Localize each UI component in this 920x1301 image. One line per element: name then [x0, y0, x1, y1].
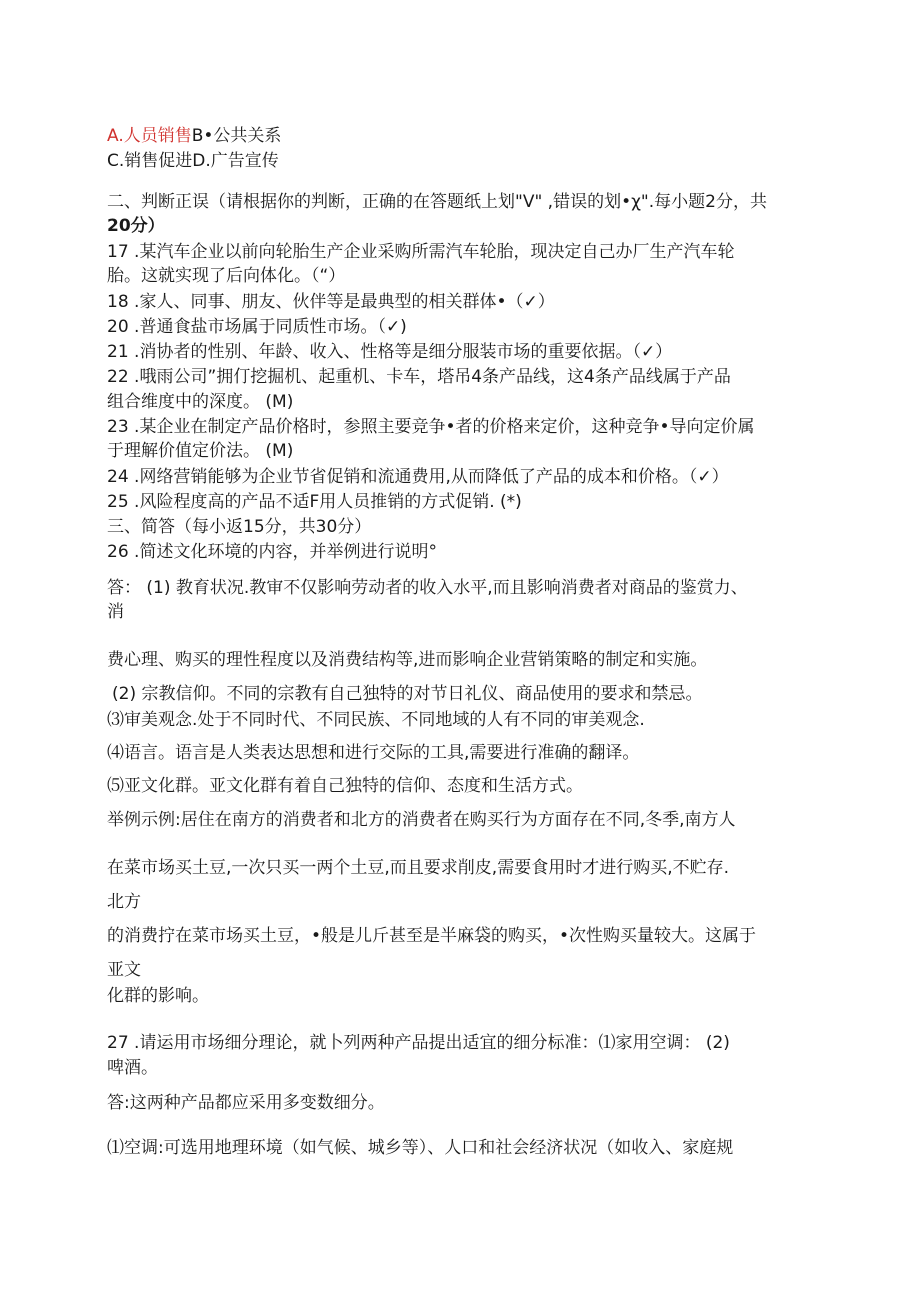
question-26: 26 .简述文化环境的内容，并举例进行说明°: [107, 542, 437, 562]
question-25: 25 .风险程度高的产品不适F用人员推销的方式促销. (*): [107, 492, 522, 512]
answer-27-line-2: ⑴空调:可选用地理环境（如气候、城乡等）、人口和社会经济状况（如收入、家庭规: [107, 1138, 734, 1158]
example-line-4: 化群的影响。: [107, 986, 209, 1006]
answer-26-line-1: 答： (1) 教育状况.教审不仅影响劳动者的收入水平,而且影响消费者对商品的鉴赏力、: [107, 578, 748, 598]
answer-26-aesthetics: ⑶审美观念.处于不同时代、不同民族、不同地域的人有不同的审美观念.: [107, 710, 645, 730]
question-21: 21 .消协者的性别、年龄、收入、性格等是细分服装市场的重要依据。（✓）: [107, 342, 673, 362]
example-line-2-cont: 北方: [107, 892, 141, 912]
question-23: 23 .某企业在制定产品价格时，参照主要竞争•者的价格来定价，这种竞争•导向定价属: [107, 417, 755, 437]
question-23-cont: 于理解价值定价法。 (M): [107, 441, 294, 461]
option-b: B•公共关系: [191, 126, 282, 146]
option-a: A.人员销售: [107, 126, 192, 146]
example-line-3: 的消费拧在菜市场买土豆，•般是儿斤甚至是半麻袋的购买，•次性购买量较大。这属于: [107, 926, 757, 946]
example-line-3-cont: 亚文: [107, 960, 141, 980]
question-27-cont: 啤酒。: [107, 1058, 158, 1078]
example-line-2: 在菜市场买土豆,一次只买一两个土豆,而且要求削皮,需要食用时才进行购买,不贮存.: [107, 858, 730, 878]
question-18: 18 .家人、同事、朋友、伙伴等是最典型的相关群体•（✓）: [107, 292, 555, 312]
question-20: 20 .普通食盐市场属于同质性市场。（✓): [107, 317, 407, 337]
section-2-heading: 二、判断正误（请根据你的判断，正确的在答题纸上划"V" ,错误的划•χ".每小题2分，共: [107, 192, 767, 212]
answer-26-religion: (2) 宗教信仰。不同的宗教有自己独特的对节日礼仪、商品使用的要求和禁忌。: [112, 684, 703, 704]
answer-27-line-1: 答:这两种产品都应采用多变数细分。: [107, 1093, 385, 1113]
question-17: 17 .某汽车企业以前向轮胎生产企业采购所需汽车轮胎，现决定自己办厂生产汽车轮: [107, 242, 735, 262]
question-22: 22 .哦雨公司”拥仃挖掘机、起重机、卡车，塔吊4条产品线，这4条产品线属于产品: [107, 367, 731, 387]
answer-26-line-1-cont: 消: [107, 602, 124, 622]
question-22-cont: 组合维度中的深度。 (M): [107, 392, 294, 412]
answer-26-language: ⑷语言。语言是人类表达思想和进行交际的工具,需要进行准确的翻译。: [107, 743, 640, 763]
option-line-ab: [107, 126, 281, 146]
section-2-heading-cont: 20分）: [107, 216, 165, 236]
option-line-cd: C.销售促进D.广告宣传: [107, 151, 279, 171]
example-line-1: 举例示例:居住在南方的消费者和北方的消费者在购买行为方面存在不同,冬季,南方人: [107, 810, 736, 830]
question-27: 27 .请运用市场细分理论，就卜列两种产品提出适宜的细分标准：⑴家用空调： (2): [107, 1033, 730, 1053]
answer-26-line-2: 费心理、购买的理性程度以及消费结构等,进而影响企业营销策略的制定和实施。: [107, 650, 708, 670]
question-24: 24 .网络营销能够为企业节省促销和流通费用,从而降低了产品的成本和价格。（✓）: [107, 467, 729, 487]
section-3-heading: 三、简答（每小返15分，共30分）: [107, 517, 372, 537]
answer-26-subculture: ⑸亚文化群。亚文化群有着自己独特的信仰、态度和生活方式。: [107, 776, 583, 796]
question-17-cont: 胎。这就实现了后向体化。（“）: [107, 266, 346, 286]
